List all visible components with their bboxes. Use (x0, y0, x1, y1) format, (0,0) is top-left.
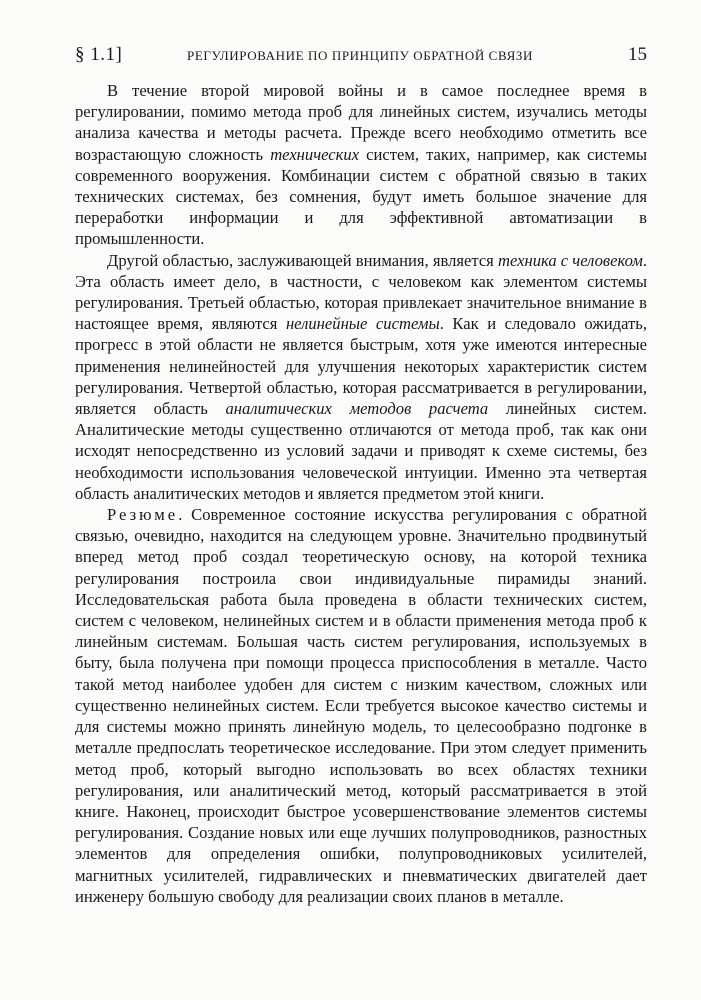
body-text (75, 80, 647, 907)
text-run: систем, таких, например, как системы современного вооружения. Комбинации систем с обратной связью в таких технических системах, без сомнения, будут иметь большое значение для переработки информации и для эффективной автоматизации в промышленности. (75, 144, 647, 249)
paragraph-1 (75, 80, 647, 250)
section-reference: § 1.1] (75, 44, 123, 65)
emphasis-nonlinear-systems: нелинейные системы (285, 314, 440, 334)
paragraph-2 (75, 250, 647, 504)
text-run: Другой областью, заслуживающей внимания, является (107, 250, 498, 270)
text-run: линейных систем. Аналитические методы существенно отличаются от метода проб, так как они исходят непосредственно из условий задачи и приводят к схеме системы, без необходимости использования человеческой интуиции. Именно эта четвертая область аналитических методов и является предметом этой книги. (75, 399, 647, 503)
running-head (75, 44, 647, 72)
text-run: . Как и следовало ожидать, прогресс в этой области не является быстрым, хотя уже имеются интересные применения нелинейностей для улучшения некоторых характеристик систем регулирования. Четвертой областью, которая рассматривается в регулировании, является область (75, 314, 647, 419)
text-run: В течение второй мировой войны и в самое последнее время в регулировании, помимо метода проб для линейных систем, изучались методы анализа качества и методы расчета. Прежде всего необходимо отметить все возрастающую сложность (75, 81, 647, 164)
emphasis-analytic-methods: аналитических методов расчета (225, 399, 489, 419)
page-number: 15 (628, 44, 647, 65)
running-title: РЕГУЛИРОВАНИЕ ПО ПРИНЦИПУ ОБРАТНОЙ СВЯЗИ (187, 48, 533, 63)
paragraph-3 (75, 504, 647, 907)
emphasis-human-technique: техника с человеком (497, 250, 643, 270)
emphasis-technical: технических (270, 144, 360, 164)
summary-label: Резюме (107, 505, 179, 525)
text-run: . Эта область имеет дело, в частности, с человеком как элементом системы регулирования. Третьей областью, которая привлекает значительное внимание в настоящее время, являются (75, 250, 648, 334)
text-run: . Современное состояние искусства регулирования с обратной связью, очевидно, находится на следующем уровне. Значительно продвинутый вперед метод проб создал теоретическую основу, на которой техника регулирования построила свои индивидуальные пирамиды знаний. Исследовательская работа была проведена в области технических систем, систем с человеком, нелинейных систем и в области применения метода проб к линейным системам. Большая часть систем регулирования, используемых в быту, была получена при помощи процесса приспособления в металле. Часто такой метод наиболее удобен для систем с низким качеством, сложных или существенно нелинейных систем. Если требуется высокое качество системы и для системы можно принять линейную модель, то целесообразно подгонке в металле предпослать теоретическое исследование. При этом следует применить метод проб, который выгодно использовать во всех областях техники регулирования, или аналитический метод, который рассматривается в этой книге. Наконец, происходит быстрое усовершенствование элементов системы регулирования. Создание новых или еще лучших полупроводников, разностных элементов для определения ошибки, полупроводниковых усилителей, магнитных усилителей, гидравлических и пневматических двигателей дает инженеру большую свободу для реализации своих планов в металле. (75, 505, 647, 906)
